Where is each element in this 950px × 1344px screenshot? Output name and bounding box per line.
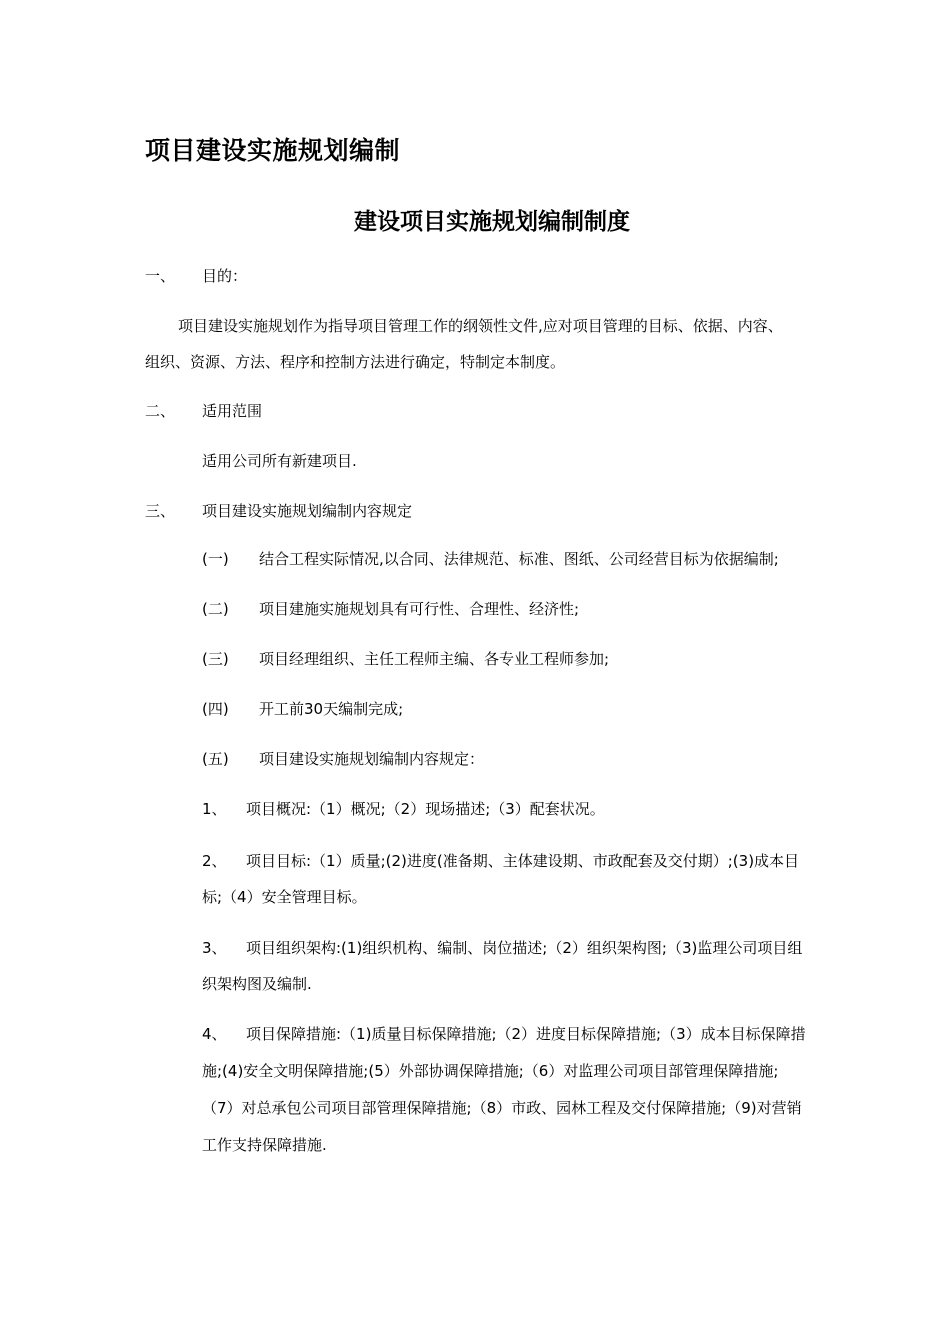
content-item-continuation: 施;(4)安全文明保障措施;(5）外部协调保障措施;（6）对监理公司项目部管理保障措施;: [202, 1062, 779, 1080]
subitem-text: 结合工程实际情况,以合同、法律规范、标准、图纸、公司经营目标为依据编制;: [259, 550, 779, 568]
subitem-number: (四): [202, 700, 229, 718]
content-item-text: 项目组织架构:(1)组织机构、编制、岗位描述;（2）组织架构图;（3)监理公司项目组: [246, 939, 803, 957]
content-item-number: 3、: [202, 939, 227, 957]
section-title: 项目建设实施规划编制内容规定: [202, 502, 413, 520]
section-2-paragraph: 适用公司所有新建项目.: [202, 452, 357, 470]
content-item-continuation: 织架构图及编制.: [202, 975, 312, 993]
content-item-text: 项目概况:（1）概况;（2）现场描述;（3）配套状况。: [246, 800, 605, 818]
content-item-continuation: 标;（4）安全管理目标。: [202, 888, 367, 906]
section-1-paragraph-line-1: 项目建设实施规划作为指导项目管理工作的纲领性文件,应对项目管理的目标、依据、内容、: [178, 317, 783, 335]
subitem-text: 开工前30天编制完成;: [259, 700, 404, 718]
document-subtitle: 建设项目实施规划编制制度: [354, 209, 630, 235]
subitem-text: 项目建设实施规划编制内容规定：: [259, 750, 485, 768]
subitem-number: (五): [202, 750, 229, 768]
content-item-continuation: （7）对总承包公司项目部管理保障措施;（8）市政、园林工程及交付保障措施;（9)对营销: [202, 1099, 802, 1117]
section-number: 二、: [145, 402, 176, 420]
section-title: 目的：: [202, 267, 248, 285]
content-item-number: 4、: [202, 1025, 227, 1043]
subitem-number: (二): [202, 600, 229, 618]
content-item-number: 1、: [202, 800, 227, 818]
section-1-paragraph-line-2: 组织、资源、方法、程序和控制方法进行确定，特制定本制度。: [145, 353, 566, 371]
content-item-text: 项目保障措施:（1)质量目标保障措施;（2）进度目标保障措施;（3）成本目标保障措: [246, 1025, 806, 1043]
subitem-number: (一): [202, 550, 229, 568]
subitem-number: (三): [202, 650, 229, 668]
content-item-text: 项目目标:（1）质量;(2)进度(准备期、主体建设期、市政配套及交付期）;(3)成本目: [246, 852, 800, 870]
section-number: 一、: [145, 267, 176, 285]
content-item-continuation: 工作支持保障措施.: [202, 1136, 327, 1154]
content-item-number: 2、: [202, 852, 227, 870]
section-title: 适用范围: [202, 402, 263, 420]
subitem-text: 项目建施实施规划具有可行性、合理性、经济性;: [259, 600, 580, 618]
document-title: 项目建设实施规划编制: [145, 136, 401, 165]
subitem-text: 项目经理组织、主任工程师主编、各专业工程师参加;: [259, 650, 610, 668]
section-number: 三、: [145, 502, 176, 520]
